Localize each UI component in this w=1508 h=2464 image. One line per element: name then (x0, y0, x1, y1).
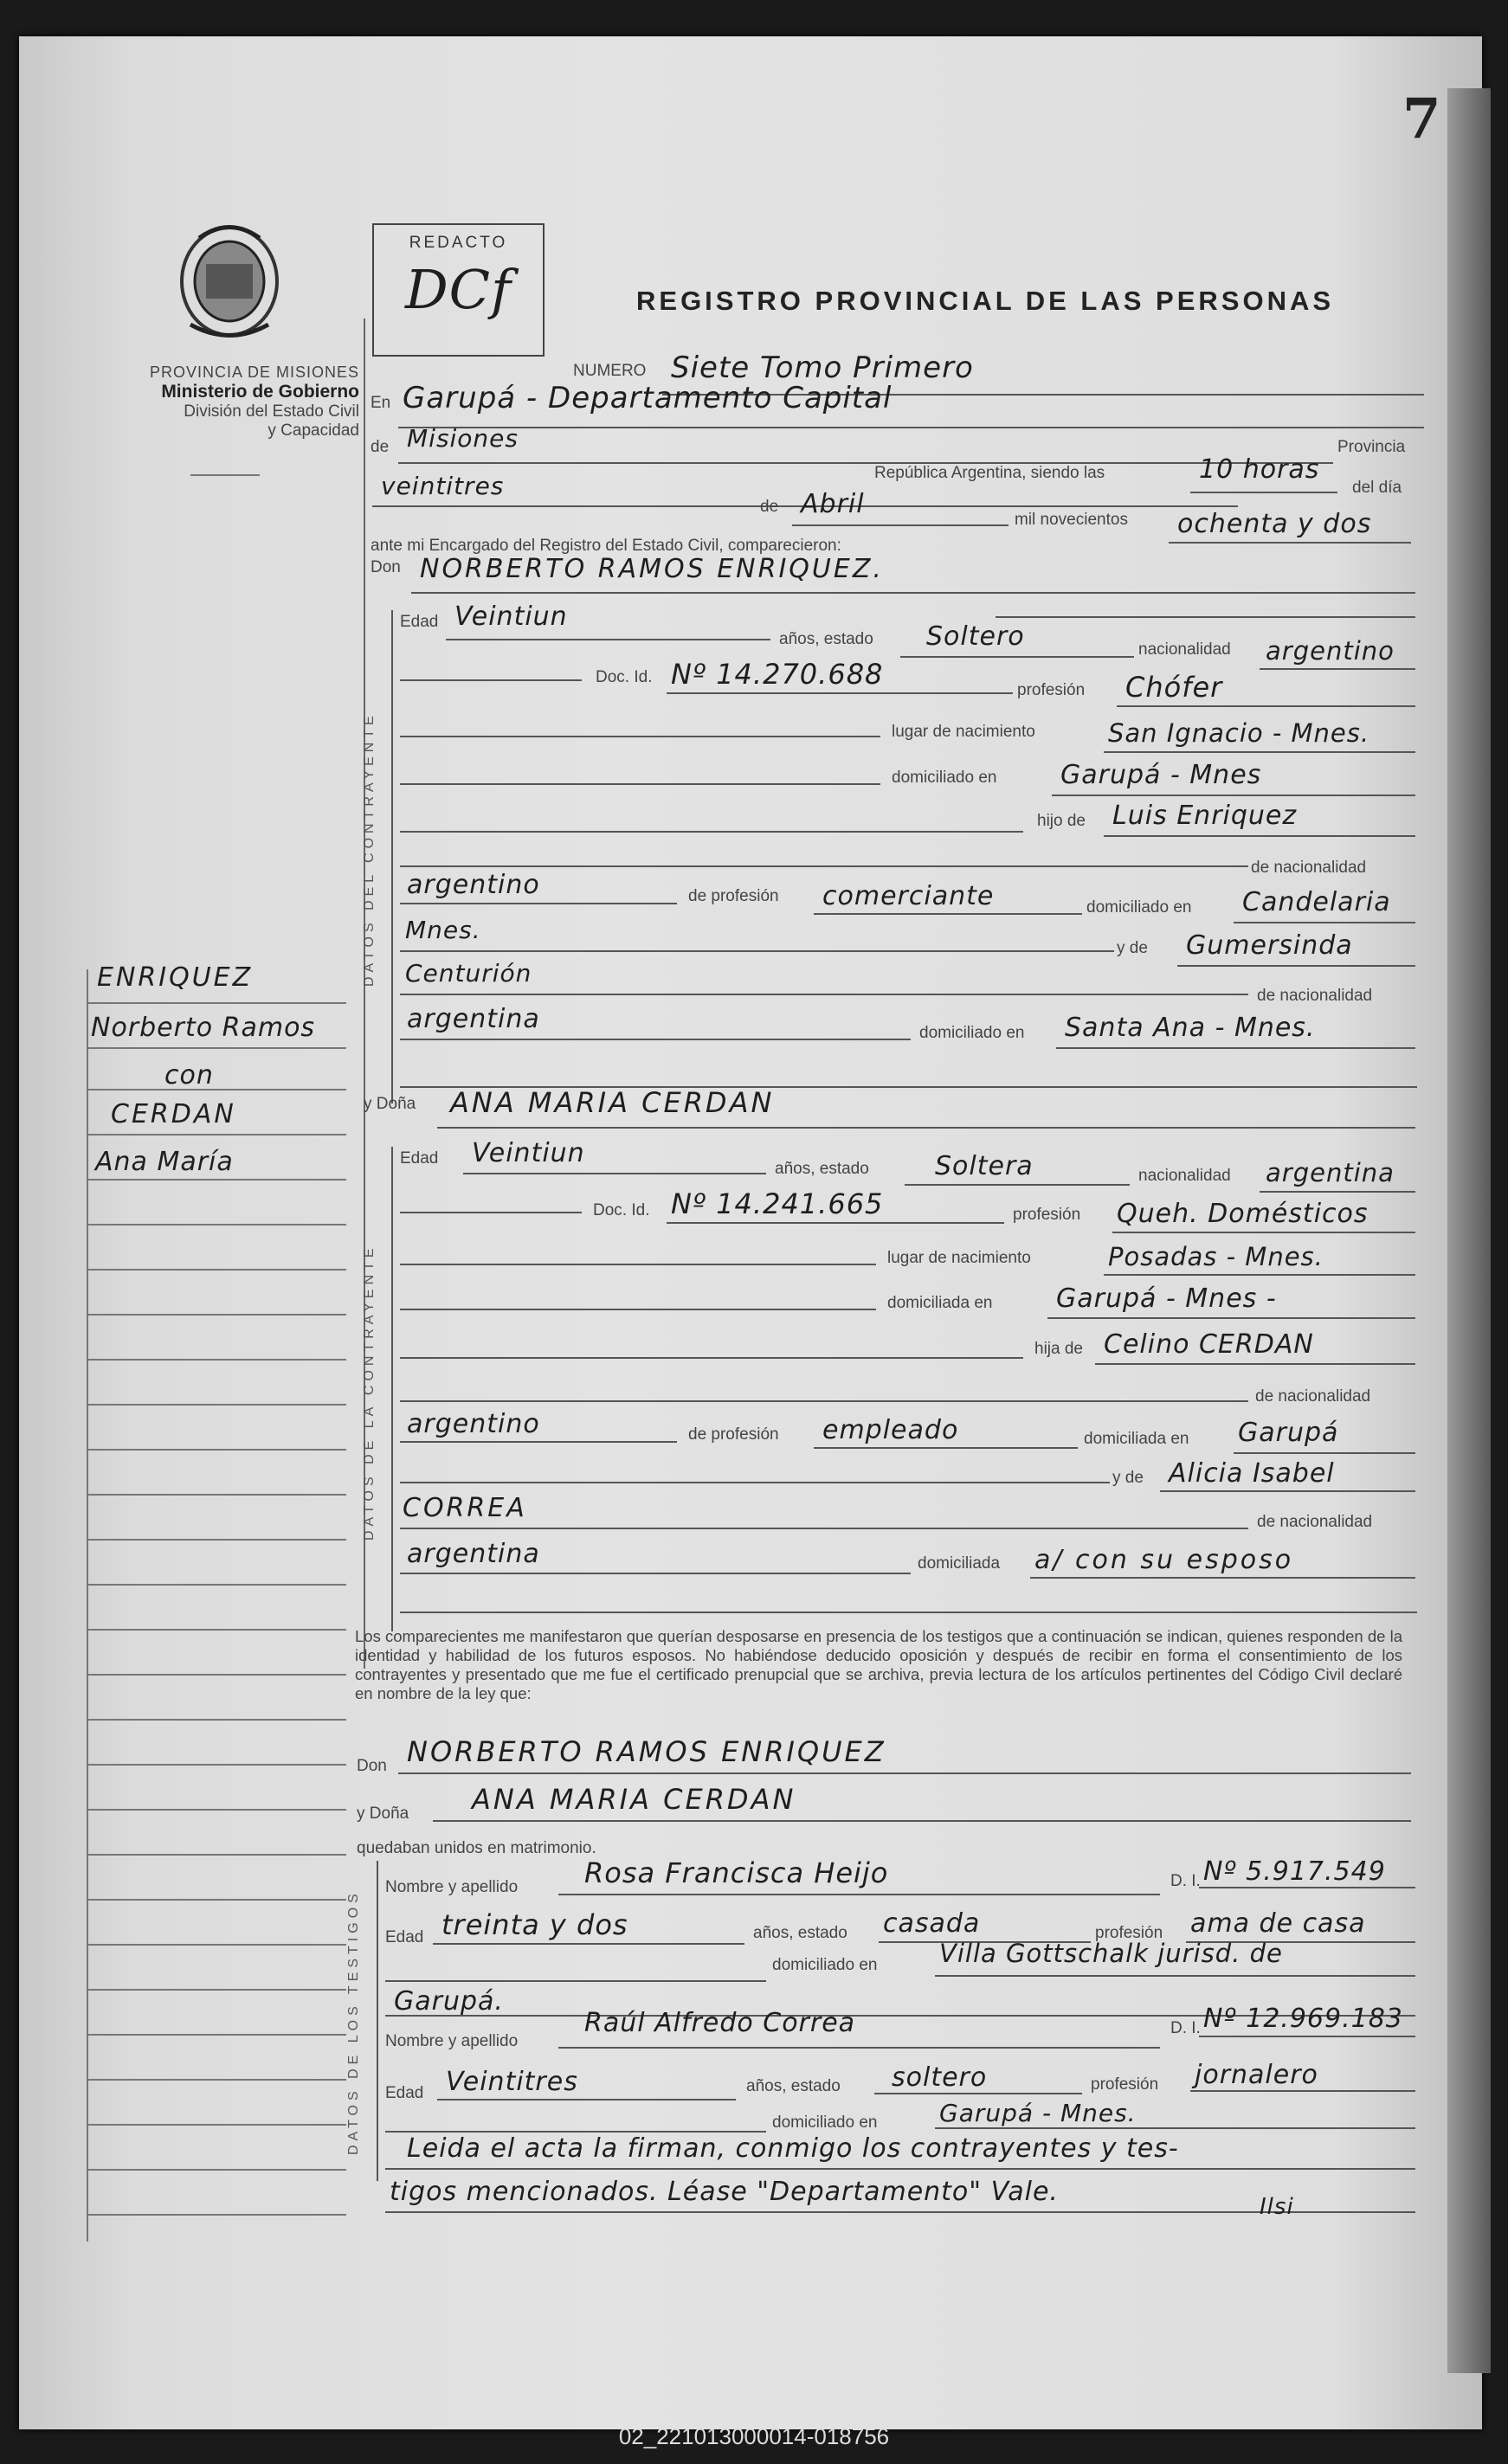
field-rule (1104, 835, 1415, 837)
coat-of-arms-seal (173, 221, 286, 342)
field-rule (400, 1482, 1110, 1483)
bride-side-label: DATOS DE LA CONTRAYENTE (362, 1244, 377, 1541)
hora-value: 10 horas (1199, 454, 1320, 485)
margin-rule (87, 1899, 346, 1901)
margin-rule (87, 1989, 346, 1991)
field-rule (398, 1772, 1411, 1774)
field-rule (935, 1975, 1415, 1977)
margin-rule (87, 1854, 346, 1856)
margin-rule (87, 2214, 346, 2216)
field-rule (400, 1441, 677, 1443)
field-rule (1190, 2090, 1415, 2092)
bride-dona-label: y Doña (364, 1095, 416, 1113)
margin-rule (87, 1179, 346, 1181)
margin-rule (87, 1449, 346, 1451)
field-rule (400, 1400, 1248, 1402)
field-rule (400, 1212, 582, 1213)
groom-anos-label: años, estado (779, 630, 873, 648)
w1-prof-label: profesión (1095, 1924, 1163, 1942)
closing-line-1: Leida el acta la firman, conmigo los contrayentes y tes- (407, 2133, 1179, 2164)
bride-edad-label: Edad (400, 1149, 439, 1168)
margin-column-rule (87, 969, 88, 2242)
groom-estado-value: Soltero (926, 621, 1025, 652)
margin-rule (87, 1359, 346, 1361)
bride-mother-nac: argentina (407, 1539, 540, 1569)
groom-edad-label: Edad (400, 613, 439, 631)
witness-section-rule (377, 1861, 378, 2181)
redacto-label: REDACTO (409, 234, 508, 252)
field-rule (433, 1943, 744, 1945)
groom-side-label: DATOS DEL CONTRAYENTE (362, 711, 377, 987)
groom-prof-label: profesión (1017, 681, 1086, 699)
margin-rule (87, 1494, 346, 1496)
numero-label: NUMERO (573, 362, 647, 380)
groom-mother-dom: Santa Ana - Mnes. (1065, 1013, 1316, 1043)
groom-section-rule (391, 610, 393, 1103)
bride-section-rule (391, 1147, 393, 1631)
groom-prof-value: Chófer (1125, 671, 1223, 704)
witness-side-label: DATOS DE LOS TESTIGOS (346, 1889, 361, 2155)
w2-anos-label: años, estado (746, 2077, 841, 2095)
mil-label: mil novecientos (1015, 511, 1128, 529)
de-mes-label: de (760, 498, 779, 516)
groom-mother-name: Gumersinda (1186, 930, 1353, 961)
w2-name-label: Nombre y apellido (385, 2032, 519, 2050)
decl-dona-value: ANA MARIA CERDAN (472, 1783, 796, 1816)
w1-doc-label: D. I. (1170, 1872, 1201, 1890)
field-rule (446, 639, 770, 640)
decl-dona-label: y Doña (357, 1805, 409, 1823)
field-rule (874, 2093, 1082, 2094)
margin-note-2: Norberto Ramos (91, 1013, 316, 1043)
margin-rule (87, 1134, 346, 1135)
page-number: 7 (1402, 87, 1441, 151)
bride-mother-dom-label: domiciliada (918, 1554, 1001, 1573)
field-rule (1199, 1887, 1415, 1888)
field-rule (996, 616, 1415, 618)
field-rule (1056, 1047, 1415, 1049)
field-rule (400, 831, 1023, 833)
field-rule (814, 1447, 1078, 1449)
division-label-2: y Capacidad (267, 421, 359, 440)
del-dia-label: del día (1352, 479, 1402, 497)
field-rule (400, 1264, 876, 1265)
bride-dona-value: ANA MARIA CERDAN (450, 1086, 775, 1119)
field-rule (400, 736, 880, 737)
w1-dom: Villa Gottschalk jurisd. de (939, 1939, 1283, 1968)
margin-rule (87, 2034, 346, 2036)
margin-rule (87, 1674, 346, 1676)
w2-doc: Nº 12.969.183 (1203, 2004, 1403, 2034)
bride-hija-value: Celino CERDAN (1104, 1329, 1314, 1360)
anio-value: ochenta y dos (1177, 509, 1372, 539)
w1-anos-label: años, estado (753, 1924, 847, 1942)
ministry-label: Ministerio de Gobierno (161, 382, 359, 402)
field-rule (1177, 965, 1415, 967)
bride-nac-value: argentina (1266, 1158, 1395, 1187)
bride-de-nac-label: de nacionalidad (1255, 1387, 1371, 1406)
field-rule (905, 1184, 1130, 1186)
margin-rule (87, 1629, 346, 1631)
image-id-caption: 02_221013000014-018756 (618, 2423, 890, 2449)
margin-rule (87, 2169, 346, 2171)
closing-initials: Ilsi (1260, 2194, 1294, 2220)
bride-dom-label: domiciliada en (887, 1294, 993, 1312)
margin-rule (87, 1404, 346, 1406)
bride-father-dom-label: domiciliada en (1084, 1430, 1189, 1448)
margin-note-1: ENRIQUEZ (97, 962, 254, 993)
en-label: En (371, 394, 391, 412)
groom-y-de-label: y de (1117, 939, 1148, 957)
division-label-1: División del Estado Civil (184, 402, 359, 421)
groom-doc-label: Doc. Id. (596, 668, 653, 686)
groom-father-prof: comerciante (822, 881, 995, 911)
field-rule (400, 865, 1248, 867)
w2-dom: Garupá - Mnes. (939, 2099, 1137, 2127)
margin-rule (87, 1089, 346, 1090)
field-rule (558, 2047, 1160, 2049)
groom-nac-label: nacionalidad (1138, 640, 1231, 659)
field-rule (1052, 795, 1415, 796)
w1-dom-label: domiciliado en (772, 1956, 878, 1974)
margin-rule (87, 1764, 346, 1766)
book-spine (1447, 88, 1491, 2373)
field-rule (385, 2168, 1415, 2170)
provincia-label: Provincia (1337, 438, 1406, 456)
margin-note-3: con (164, 1060, 214, 1090)
w2-prof: jornalero (1195, 2060, 1318, 2090)
groom-hijo-value: Luis Enriquez (1112, 801, 1298, 831)
field-rule (400, 1357, 1023, 1359)
field-rule (385, 2131, 766, 2133)
groom-nac-value: argentino (1266, 636, 1395, 666)
bride-mother-name: Alicia Isabel (1169, 1458, 1335, 1489)
field-rule (814, 913, 1082, 915)
bride-mother-dom: a/ con su esposo (1034, 1545, 1294, 1575)
field-rule (437, 2099, 736, 2101)
field-rule (398, 462, 1333, 464)
w2-edad: Veintitres (446, 2067, 578, 2097)
groom-de-prof-label: de profesión (688, 887, 779, 905)
w1-prof: ama de casa (1190, 1908, 1366, 1939)
registry-title: REGISTRO PROVINCIAL DE LAS PERSONAS (636, 286, 1335, 316)
field-rule (1260, 1191, 1415, 1193)
bride-prof-value: Queh. Domésticos (1117, 1199, 1369, 1229)
field-rule (792, 524, 1009, 526)
decl-don-value: NORBERTO RAMOS ENRIQUEZ (407, 1735, 886, 1768)
w2-name: Raúl Alfredo Correa (584, 2008, 856, 2038)
groom-father-nac: argentino (407, 870, 540, 900)
groom-mother-nac: argentina (407, 1004, 540, 1034)
numero-value: Siete Tomo Primero (671, 351, 974, 385)
field-rule (935, 2127, 1415, 2129)
groom-mother-surname: Centurión (405, 959, 532, 988)
bride-father-nac: argentino (407, 1409, 540, 1439)
bride-father-dom: Garupá (1238, 1418, 1339, 1448)
field-rule (433, 1820, 1411, 1822)
margin-rule (87, 1539, 346, 1541)
dia-value: veintitres (381, 472, 505, 500)
don-label: Don (371, 558, 401, 576)
w2-edad-label: Edad (385, 2084, 424, 2102)
field-rule (400, 1612, 1417, 1613)
margin-rule (87, 1944, 346, 1946)
bride-de-prof-label: de profesión (688, 1425, 779, 1444)
declaration-text: Los comparecientes me manifestaron que querían desposarse en presencia de los testigos que a continuación se indican, quienes responden de la identidad y habilidad de los futuros esposos. No habiéndose deducido oposición y después de recibir en forma el consentimiento de los contrayentes y presentado que me fue el certificado prenupcial que se archiva, previa lectura de los artículos pertinentes del Código Civil declaré en nombre de la ley que: (355, 1627, 1402, 1702)
margin-rule (87, 1269, 346, 1271)
field-rule (667, 1222, 1004, 1224)
field-rule (1169, 542, 1411, 544)
field-rule (400, 783, 880, 785)
w1-estado: casada (883, 1908, 981, 1939)
w1-name: Rosa Francisca Heijo (584, 1856, 889, 1889)
field-rule (1190, 492, 1337, 493)
bride-edad-value: Veintiun (472, 1138, 585, 1168)
field-rule (437, 1127, 1415, 1129)
w1-edad-label: Edad (385, 1928, 424, 1946)
groom-lugar-label: lugar de nacimiento (892, 723, 1035, 741)
bride-lugar-value: Posadas - Mnes. (1108, 1242, 1324, 1271)
margin-rule (87, 2124, 346, 2126)
bride-dom-value: Garupá - Mnes - (1056, 1283, 1277, 1314)
de-value: Misiones (407, 424, 519, 453)
header-divider (190, 474, 260, 476)
field-rule (463, 1173, 766, 1174)
field-rule (667, 692, 1013, 694)
redacto-initials: DCf (404, 258, 512, 321)
field-rule (385, 1980, 766, 1982)
groom-mother-dom-label: domiciliado en (919, 1024, 1025, 1042)
groom-dom-label: domiciliado en (892, 769, 997, 787)
bride-y-de-label: y de (1112, 1469, 1144, 1487)
margin-rule (87, 1809, 346, 1811)
field-rule (558, 1894, 1160, 1895)
bride-prof-label: profesión (1013, 1206, 1081, 1224)
bride-father-prof: empleado (822, 1415, 959, 1445)
margin-note-5: Ana María (95, 1147, 234, 1177)
margin-note-4: CERDAN (111, 1099, 236, 1129)
field-rule (1112, 1232, 1415, 1233)
field-rule (1104, 751, 1415, 753)
de-label: de (371, 438, 390, 456)
margin-rule (87, 1584, 346, 1586)
margin-rule (87, 1224, 346, 1226)
field-rule (400, 1039, 911, 1040)
field-rule (1030, 1577, 1415, 1579)
field-rule (400, 1309, 876, 1310)
margin-rule (87, 1314, 346, 1316)
field-rule (400, 1528, 1248, 1529)
bride-estado-value: Soltera (935, 1151, 1034, 1181)
w1-edad: treinta y dos (441, 1908, 628, 1941)
groom-lugar-value: San Ignacio - Mnes. (1108, 718, 1370, 748)
w1-doc: Nº 5.917.549 (1203, 1856, 1386, 1887)
w1-name-label: Nombre y apellido (385, 1878, 519, 1896)
groom-doc-value: Nº 14.270.688 (671, 658, 884, 691)
field-rule (1260, 668, 1415, 670)
groom-father-dom-label: domiciliado en (1086, 898, 1192, 917)
field-rule (400, 994, 1248, 995)
field-rule (400, 1573, 911, 1574)
province-label: PROVINCIA DE MISIONES (149, 363, 359, 381)
decl-don-label: Don (357, 1757, 387, 1775)
bride-nac-label: nacionalidad (1138, 1167, 1231, 1185)
field-rule (1199, 2036, 1415, 2037)
w2-estado: soltero (892, 2062, 988, 2093)
groom-dom-value: Garupá - Mnes (1060, 760, 1262, 790)
bride-anos-label: años, estado (775, 1160, 869, 1178)
field-rule (411, 592, 1415, 594)
field-rule (398, 427, 1424, 428)
margin-rule (87, 1002, 346, 1004)
w2-prof-label: profesión (1091, 2075, 1159, 2094)
quedaban-label: quedaban unidos en matrimonio. (357, 1839, 596, 1857)
field-rule (1095, 1363, 1415, 1365)
republica-label: República Argentina, siendo las (874, 464, 1105, 482)
groom-de-nac-label: de nacionalidad (1251, 859, 1367, 877)
w2-dom-label: domiciliado en (772, 2113, 878, 2132)
bride-hija-label: hija de (1034, 1340, 1083, 1358)
en-value: Garupá - Departamento Capital (403, 381, 893, 415)
margin-rule (87, 1719, 346, 1721)
field-rule (1234, 1452, 1415, 1454)
field-rule (400, 679, 582, 681)
don-value: NORBERTO RAMOS ENRIQUEZ. (420, 554, 884, 584)
bride-mother-surname: CORREA (403, 1493, 527, 1523)
ante-label: ante mi Encargado del Registro del Estado Civil, comparecieron: (371, 537, 841, 555)
bride-doc-value: Nº 14.241.665 (671, 1187, 884, 1220)
redacto-box (372, 223, 545, 357)
bride-lugar-label: lugar de nacimiento (887, 1249, 1031, 1267)
field-rule (1104, 1274, 1415, 1276)
field-rule (1047, 1317, 1415, 1319)
groom-mother-nac-label: de nacionalidad (1257, 987, 1373, 1005)
groom-father-dom2: Mnes. (405, 916, 481, 944)
margin-rule (87, 2079, 346, 2081)
margin-rule (87, 1047, 346, 1049)
groom-edad-value: Veintiun (454, 602, 568, 632)
w2-doc-label: D. I. (1170, 2019, 1201, 2037)
field-rule (900, 656, 1134, 658)
bride-mother-nac-label: de nacionalidad (1257, 1513, 1373, 1531)
mes-value: Abril (801, 489, 865, 519)
groom-father-dom: Candelaria (1242, 887, 1391, 917)
field-rule (400, 903, 677, 904)
field-rule (400, 950, 1114, 952)
field-rule (1234, 922, 1415, 923)
bride-doc-label: Doc. Id. (593, 1201, 650, 1219)
field-rule (1117, 705, 1415, 707)
groom-hijo-label: hijo de (1037, 812, 1086, 830)
closing-line-2: tigos mencionados. Léase "Departamento" Vale. (390, 2177, 1059, 2207)
w1-dom2: Garupá. (394, 1986, 504, 2017)
field-rule (1160, 1490, 1415, 1492)
